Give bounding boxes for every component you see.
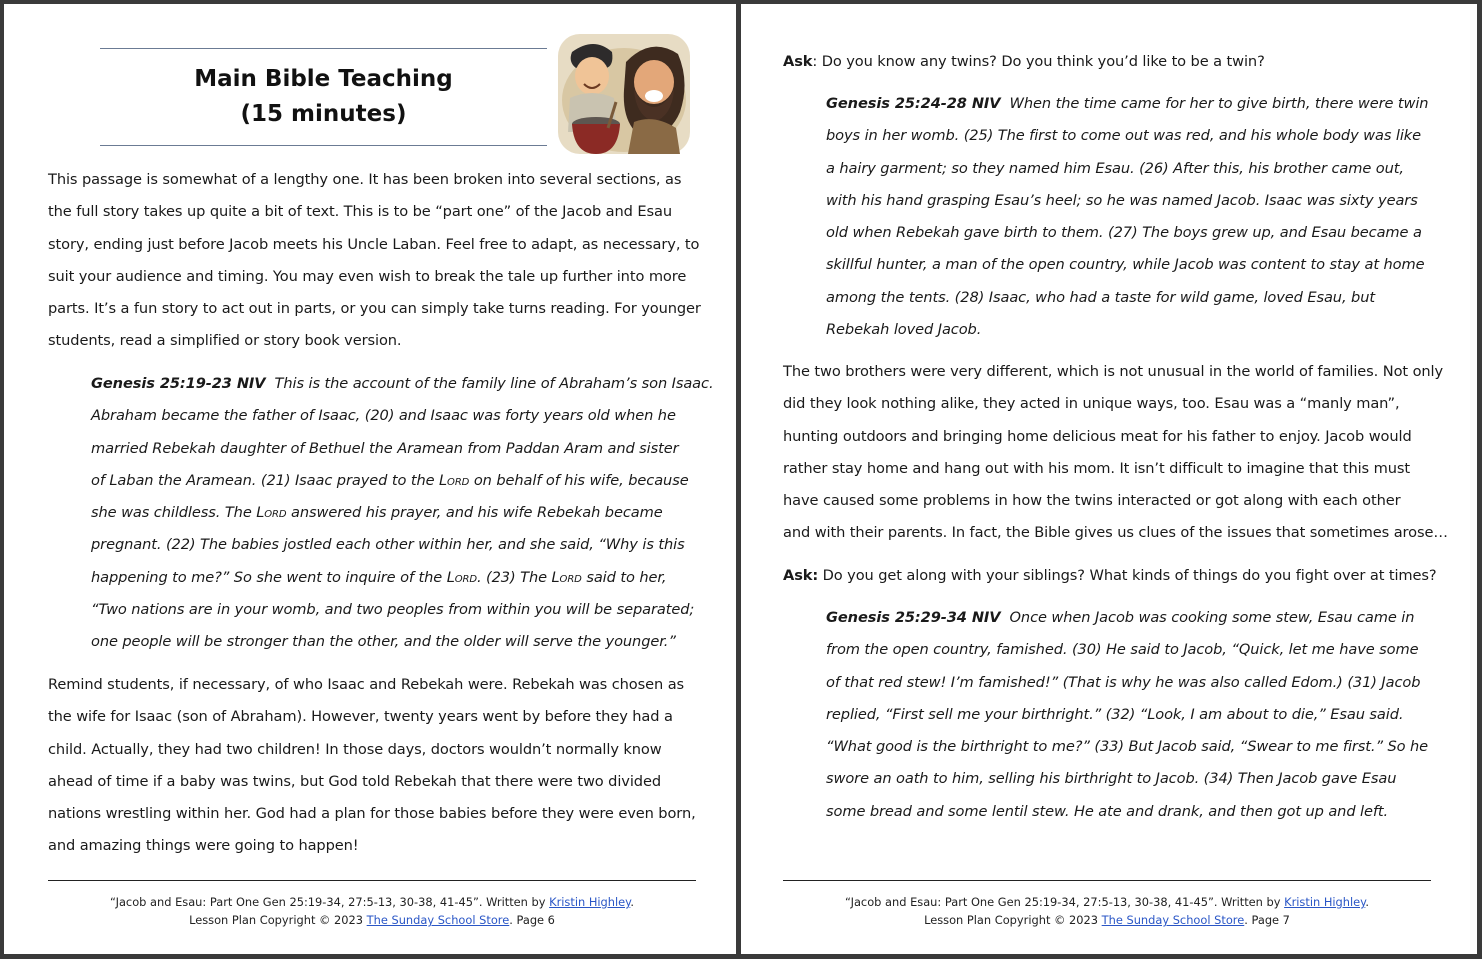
- quote-line: married Rebekah daughter of Bethuel the Aramean from Paddan Aram and sister: [91, 439, 679, 457]
- page-subtitle-duration: (15 minutes): [240, 101, 407, 127]
- quote-text: answered his prayer, and his wife Rebekah became: [286, 504, 663, 522]
- quote-line: Once when Jacob was cooking some stew, Esau came in: [1009, 609, 1415, 626]
- quote-line: When the time came for her to give birth, there were twin: [1009, 95, 1429, 112]
- quote-line: boys in her womb. (25) The first to come out was red, and his whole body was like: [826, 127, 1422, 145]
- quote-line: “What good is the birthright to me?” (33) But Jacob said, “Swear to me first.” So he: [826, 738, 1429, 756]
- intro-line: This passage is somewhat of a lengthy one. It has been broken into several sections, as: [48, 171, 682, 188]
- brothers-paragraph: [783, 356, 1473, 550]
- quote-text: . (23) The: [476, 568, 552, 586]
- footer-citation: “Jacob and Esau: Part One Gen 25:19-34, 27:5-13, 30-38, 41-45”. Written by: [845, 895, 1285, 909]
- quote-line: a hairy garment; so they named him Esau. (26) After this, his brother came out,: [826, 159, 1404, 177]
- ask-label: Ask: [783, 53, 813, 70]
- store-link[interactable]: The Sunday School Store: [366, 913, 510, 927]
- quote-text: of Laban the Aramean. (21) Isaac prayed to the: [91, 471, 440, 489]
- remind-paragraph: [48, 669, 708, 863]
- ask-siblings: [783, 560, 1473, 592]
- ask-twins: [783, 46, 1463, 78]
- scripture-quote-genesis-25-29: [826, 602, 1456, 828]
- ask-question: : Do you know any twins? Do you think you’d like to be a twin?: [812, 53, 1265, 70]
- lord-smallcaps: Lord: [551, 568, 582, 586]
- footer-punct: .: [630, 895, 634, 909]
- section-title-box: [100, 48, 547, 146]
- quote-text: she was childless. The: [91, 504, 257, 522]
- quote-line: some bread and some lentil stew. He ate and drank, and then got up and left.: [826, 802, 1389, 820]
- remind-line: the wife for Isaac (son of Abraham). However, twenty years went by before they had a: [48, 708, 673, 726]
- author-link[interactable]: Kristin Highley: [1284, 895, 1366, 909]
- brothers-line: and with their parents. In fact, the Bible gives us clues of the issues that sometimes arose…: [783, 524, 1448, 542]
- quote-line: Abraham became the father of Isaac, (20) and Isaac was forty years old when he: [91, 407, 676, 425]
- footer-divider: [48, 880, 696, 881]
- page-number: . Page 6: [509, 913, 555, 927]
- brothers-line: did they look nothing alike, they acted in unique ways, too. Esau was a “manly man”,: [783, 395, 1400, 413]
- scripture-quote-genesis-25-19: [91, 368, 716, 659]
- quote-line: old when Rebekah gave birth to them. (27) The boys grew up, and Esau became a: [826, 224, 1422, 242]
- ask-label: Ask:: [783, 567, 819, 584]
- ask-question: Do you get along with your siblings? What kinds of things do you fight over at times?: [818, 567, 1437, 584]
- remind-line: nations wrestling within her. God had a plan for those babies before they were even born,: [48, 805, 696, 823]
- intro-line: students, read a simplified or story book version.: [48, 332, 402, 350]
- page-number: . Page 7: [1244, 913, 1290, 927]
- intro-line: the full story takes up quite a bit of text. This is to be “part one” of the Jacob and Esau: [48, 203, 672, 221]
- quote-line: swore an oath to him, selling his birthright to Jacob. (34) Then Jacob gave Esau: [826, 770, 1397, 788]
- brothers-line: The two brothers were very different, which is not unusual in the world of families. Not only: [783, 363, 1444, 380]
- quote-line: Rebekah loved Jacob.: [826, 321, 982, 339]
- scripture-reference: Genesis 25:24-28 NIV: [826, 95, 1001, 112]
- footer-divider: [783, 880, 1431, 881]
- footer-copyright: Lesson Plan Copyright © 2023: [189, 913, 367, 927]
- page-title: Main Bible Teaching: [194, 66, 453, 92]
- quote-line: skillful hunter, a man of the open country, while Jacob was content to stay at home: [826, 256, 1425, 274]
- quote-line: This is the account of the family line of Abraham’s son Isaac.: [274, 375, 714, 392]
- scripture-reference: Genesis 25:19-23 NIV: [91, 375, 266, 392]
- page-footer: [48, 893, 696, 929]
- intro-line: parts. It’s a fun story to act out in parts, or you can simply take turns reading. For younger: [48, 300, 701, 318]
- quote-line: with his hand grasping Esau’s heel; so he was named Jacob. Isaac was sixty years: [826, 191, 1418, 209]
- remind-line: Remind students, if necessary, of who Isaac and Rebekah were. Rebekah was chosen as: [48, 676, 685, 693]
- quote-text: said to her,: [581, 568, 667, 586]
- intro-paragraph: [48, 164, 708, 358]
- quote-line: replied, “First sell me your birthright.” (32) “Look, I am about to die,” Esau said.: [826, 705, 1404, 723]
- brothers-line: hunting outdoors and bringing home delicious meat for his father to enjoy. Jacob would: [783, 427, 1412, 445]
- scripture-quote-genesis-25-24: [826, 88, 1456, 346]
- scripture-reference: Genesis 25:29-34 NIV: [826, 609, 1001, 626]
- remind-line: child. Actually, they had two children! In those days, doctors wouldn’t normally know: [48, 740, 662, 758]
- page-footer: [783, 893, 1431, 929]
- remind-line: ahead of time if a baby was twins, but God told Rebekah that there were two divided: [48, 772, 661, 790]
- brothers-line: have caused some problems in how the twins interacted or got along with each other: [783, 492, 1401, 510]
- store-link[interactable]: The Sunday School Store: [1101, 913, 1245, 927]
- lord-smallcaps: Lord: [256, 504, 287, 522]
- author-link[interactable]: Kristin Highley: [549, 895, 631, 909]
- lord-smallcaps: Lord: [446, 568, 477, 586]
- quote-line: among the tents. (28) Isaac, who had a taste for wild game, loved Esau, but: [826, 288, 1375, 306]
- left-page: [4, 4, 736, 954]
- quote-line: one people will be stronger than the other, and the older will serve the younger.”: [91, 633, 676, 651]
- right-page: [741, 4, 1477, 954]
- jacob-esau-illustration: [556, 32, 692, 156]
- quote-line: pregnant. (22) The babies jostled each other within her, and she said, “Why is this: [91, 536, 685, 554]
- lord-smallcaps: Lord: [439, 471, 470, 489]
- quote-line: of that red stew! I’m famished!” (That is why he was also called Edom.) (31) Jacob: [826, 673, 1421, 691]
- footer-citation: “Jacob and Esau: Part One Gen 25:19-34, 27:5-13, 30-38, 41-45”. Written by: [110, 895, 550, 909]
- footer-copyright: Lesson Plan Copyright © 2023: [924, 913, 1102, 927]
- quote-line: “Two nations are in your womb, and two peoples from within you will be separated;: [91, 601, 695, 619]
- intro-line: suit your audience and timing. You may even wish to break the tale up further into more: [48, 267, 687, 285]
- remind-line: and amazing things were going to happen!: [48, 837, 359, 855]
- footer-punct: .: [1365, 895, 1369, 909]
- brothers-line: rather stay home and hang out with his mom. It isn’t difficult to imagine that this must: [783, 459, 1410, 477]
- quote-text: on behalf of his wife, because: [469, 471, 689, 489]
- intro-line: story, ending just before Jacob meets his Uncle Laban. Feel free to adapt, as necessary, to: [48, 235, 700, 253]
- quote-text: happening to me?” So she went to inquire of the: [91, 568, 447, 586]
- quote-line: from the open country, famished. (30) He said to Jacob, “Quick, let me have some: [826, 641, 1419, 659]
